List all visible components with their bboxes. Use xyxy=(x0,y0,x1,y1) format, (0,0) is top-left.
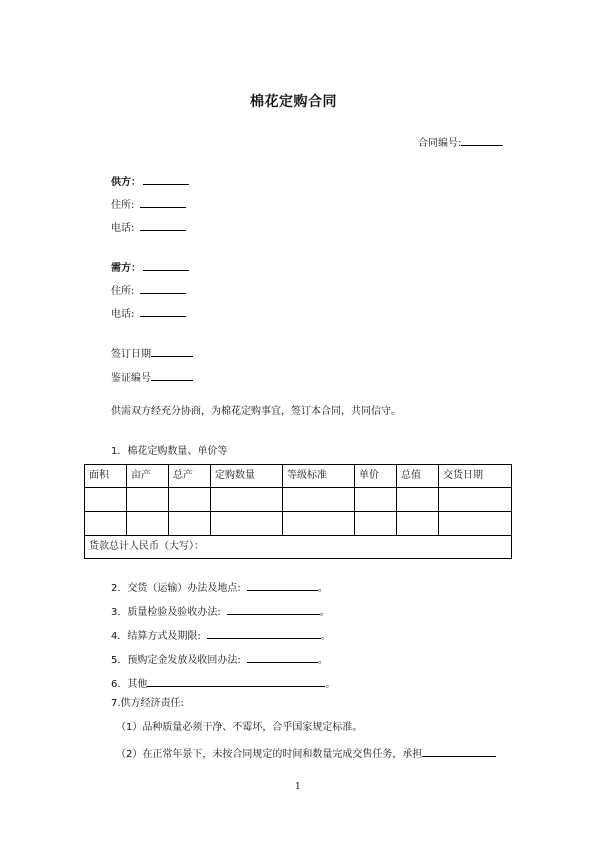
sign-date-label: 签订日期 xyxy=(111,349,151,360)
clause-1-heading: 1．棉花定购数量、单价等 xyxy=(111,446,228,457)
clause-7-1: （1）品种质量必须干净、不霉坏，合乎国家规定标准。 xyxy=(116,722,363,733)
clause-4-period: 。 xyxy=(320,631,331,642)
table-row xyxy=(85,488,512,512)
contract-number-blank xyxy=(461,135,503,146)
clause-6-period: 。 xyxy=(325,679,336,690)
contract-number-label: 合同编号: xyxy=(418,138,462,149)
table-row xyxy=(85,512,512,536)
clause-4-label: 4．结算方式及期限: xyxy=(111,631,201,642)
buyer-address-blank xyxy=(140,283,186,294)
clause-2-label: 2．交货（运输）办法及地点: xyxy=(111,583,241,594)
clause-5-label: 5．预购定金发放及收回办法: xyxy=(111,655,241,666)
verify-number-blank xyxy=(151,370,193,381)
sign-date-blank xyxy=(151,346,193,357)
buyer-phone-label: 电话: xyxy=(111,309,135,320)
clause-2-period: 。 xyxy=(317,583,328,594)
order-table xyxy=(84,464,512,559)
clause-7-2-blank xyxy=(422,746,496,757)
verify-number-line xyxy=(111,370,193,385)
clause-7-2: （2）在正常年景下，未按合同规定的时间和数量完成交售任务，承担 xyxy=(116,749,423,760)
clause-4 xyxy=(111,628,331,643)
clause-7-heading: 7.供方经济责任: xyxy=(111,698,184,709)
supplier-phone-line xyxy=(111,220,186,235)
header-area: 面积 xyxy=(85,465,127,488)
clause-7-2-line xyxy=(116,746,496,761)
buyer-line xyxy=(111,260,189,275)
clause-3-label: 3．质量检验及验收办法: xyxy=(111,607,221,618)
clause-2 xyxy=(111,580,328,595)
supplier-address-blank xyxy=(140,197,186,208)
header-total-output: 总产 xyxy=(169,465,211,488)
document-title: 棉花定购合同 xyxy=(250,94,337,110)
buyer-blank xyxy=(143,260,189,271)
sign-date-line xyxy=(111,346,193,361)
header-yield-per-mu: 亩产 xyxy=(127,465,169,488)
clause-5 xyxy=(111,652,328,667)
clause-3-period: 。 xyxy=(319,607,330,618)
intro-paragraph: 供需双方经充分协商，为棉花定购事宜，签订本合同，共同信守。 xyxy=(111,406,401,417)
clause-4-blank xyxy=(207,628,321,639)
supplier-phone-label: 电话: xyxy=(111,223,135,234)
header-grade-standard: 等级标准 xyxy=(283,465,355,488)
clause-5-period: 。 xyxy=(317,655,328,666)
total-amount-cell: 货款总计人民币（大写）： xyxy=(85,536,512,559)
supplier-address-line xyxy=(111,197,186,212)
clause-6 xyxy=(111,676,335,691)
table-total-row xyxy=(85,536,512,559)
clause-2-blank xyxy=(247,580,318,591)
clause-6-label: 6．其他 xyxy=(111,679,148,690)
supplier-heading: 供方： xyxy=(111,177,141,188)
header-order-quantity: 定购数量 xyxy=(211,465,283,488)
page-number: 1 xyxy=(295,782,301,792)
verify-number-label: 鉴证编号 xyxy=(111,373,151,384)
table-header-row xyxy=(85,465,512,488)
buyer-phone-blank xyxy=(140,306,186,317)
supplier-address-label: 住所: xyxy=(111,200,135,211)
supplier-phone-blank xyxy=(140,220,186,231)
buyer-phone-line xyxy=(111,306,186,321)
header-total-value: 总值 xyxy=(397,465,439,488)
supplier-line xyxy=(111,174,189,189)
clause-5-blank xyxy=(247,652,318,663)
clause-6-blank xyxy=(147,676,325,687)
supplier-blank xyxy=(143,174,189,185)
buyer-address-label: 住所: xyxy=(111,286,135,297)
clause-3-blank xyxy=(227,604,320,615)
buyer-heading: 需方： xyxy=(111,263,141,274)
header-delivery-date: 交货日期 xyxy=(439,465,512,488)
buyer-address-line xyxy=(111,283,186,298)
header-unit-price: 单价 xyxy=(355,465,397,488)
contract-number-line xyxy=(418,135,503,150)
clause-3 xyxy=(111,604,330,619)
